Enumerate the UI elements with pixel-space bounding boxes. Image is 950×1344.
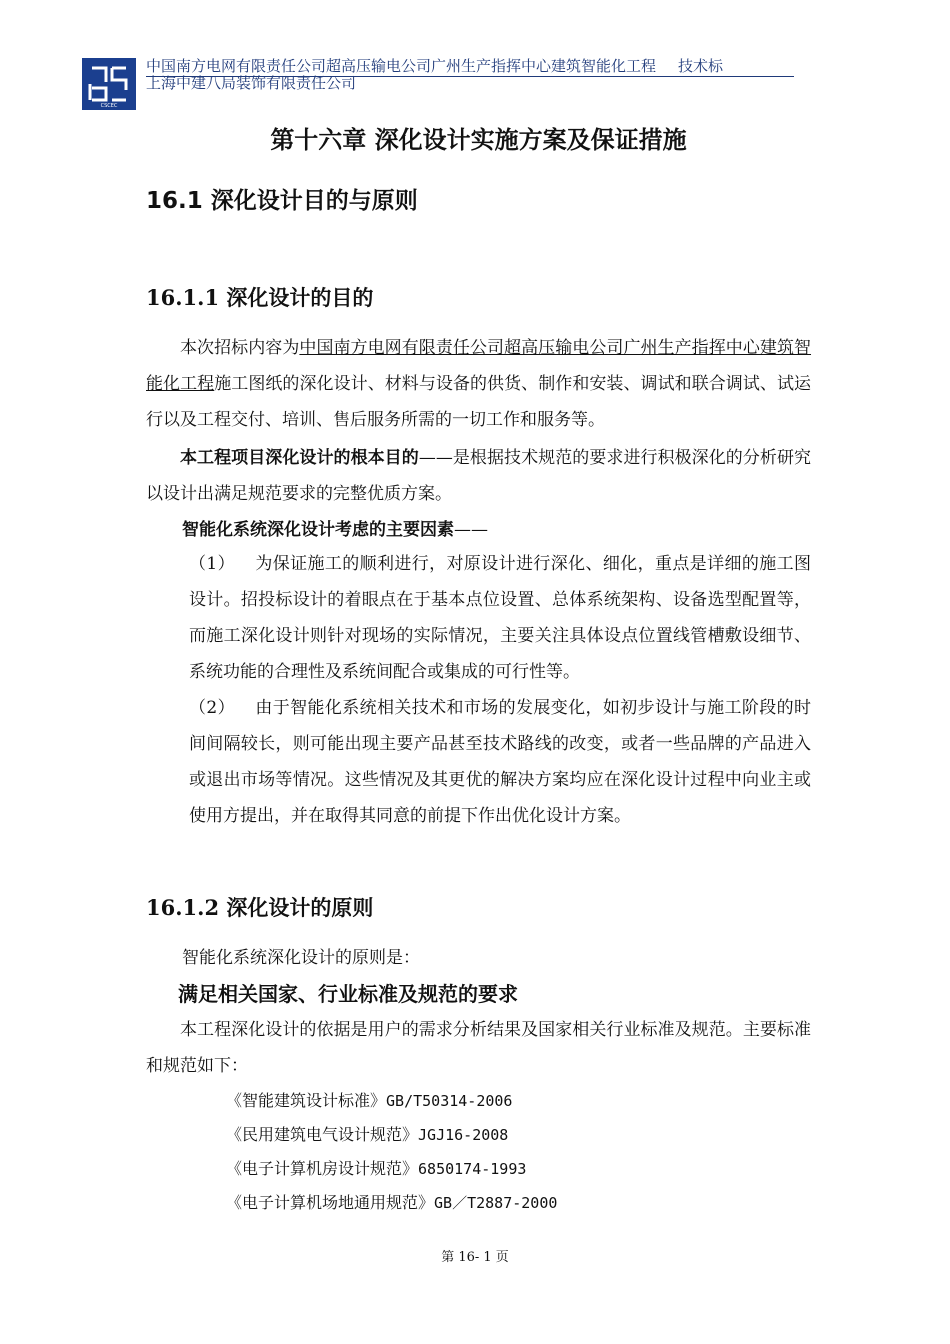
factor-item-1 (189, 546, 811, 690)
standard-2-name: 《民用建筑电气设计规范》 (226, 1125, 419, 1144)
purpose-rest: ——是根据技术规范的要求进行积极深化的分析研究以设计出满足规范要求的完整优质方案。 (146, 448, 812, 504)
paragraph-scope (146, 330, 811, 438)
standard-4-code: GB／T2887-2000 (434, 1194, 558, 1212)
header-project: 中国南方电网有限责任公司超高压输电公司广州生产指挥中心建筑智能化工程 (146, 57, 657, 75)
factors-dash: —— (454, 520, 488, 540)
factors-heading (146, 512, 847, 548)
standard-2-code: JGJ16-2008 (418, 1126, 509, 1144)
section-16-1-1-heading: 16.1.1 深化设计的目的 (146, 285, 374, 310)
factor-1-number: （1） (189, 554, 235, 574)
header-contractor: 上海中建八局装饰有限责任公司 (146, 74, 357, 92)
standard-1-name: 《智能建筑设计标准》 (226, 1091, 387, 1110)
section-16-1-heading: 16.1 深化设计目的与原则 (146, 188, 418, 214)
page-header (82, 56, 794, 108)
standard-1-code: GB/T50314-2006 (386, 1092, 513, 1110)
standard-item-4 (226, 1186, 557, 1220)
principle-heading: 满足相关国家、行业标准及规范的要求 (178, 982, 518, 1006)
purpose-bold: 本工程项目深化设计的根本目的 (180, 448, 419, 468)
scope-lead: 本次招标内容为 (180, 338, 300, 358)
header-divider (146, 76, 794, 77)
paragraph-purpose (146, 440, 811, 512)
scope-project-name: 中国南方电网有限责任公司超高压输电公司广州生产指挥中心建筑智能化工程 (146, 338, 812, 394)
factor-item-2 (189, 690, 811, 834)
factor-1-text: 为保证施工的顺利进行，对原设计进行深化、细化，重点是详细的施工图设计。招投标设计的着眼点在于基本点位设置、总体系统架构、设备选型配置等，而施工深化设计则针对现场的实际情况，主要关注具体设点位置线管槽敷设细节、系统功能的合理性及系统间配合或集成的可行性等。 (189, 554, 811, 682)
paragraph-basis: 本工程深化设计的依据是用户的需求分析结果及国家相关行业标准及规范。主要标准和规范如下： (146, 1020, 811, 1076)
header-tag: 技术标 (678, 57, 724, 75)
factor-2-text: 由于智能化系统相关技术和市场的发展变化，如初步设计与施工阶段的时间间隔较长，则可能出现主要产品甚至技术路线的改变，或者一些品牌的产品进入或退出市场等情况。这些情况及其更优的解决方案均应在深化设计过程中向业主或使用方提出，并在取得其同意的前提下作出优化设计方案。 (189, 698, 811, 826)
standard-item-3 (226, 1152, 526, 1186)
company-logo (82, 58, 136, 110)
chapter-title: 第十六章 深化设计实施方案及保证措施 (270, 125, 687, 154)
svg-text:CSCEC: CSCEC (100, 103, 118, 109)
standard-item-2 (226, 1118, 508, 1152)
principles-intro: 智能化系统深化设计的原则是： (182, 948, 420, 968)
standard-item-1 (226, 1084, 512, 1118)
standard-4-name: 《电子计算机场地通用规范》 (226, 1193, 435, 1212)
standard-3-name: 《电子计算机房设计规范》 (226, 1159, 419, 1178)
factor-2-number: （2） (189, 698, 235, 718)
scope-rest: 施工图纸的深化设计、材料与设备的供货、制作和安装、调试和联合调试、试运行以及工程交付、培训、售后服务所需的一切工作和服务等。 (146, 374, 812, 430)
header-text (146, 58, 723, 92)
page-number: 第 16- 1 页 (441, 1250, 509, 1265)
standard-3-code: 6850174-1993 (418, 1160, 527, 1178)
factors-heading-text: 智能化系统深化设计考虑的主要因素 (182, 520, 454, 540)
section-16-1-2-heading: 16.1.2 深化设计的原则 (146, 895, 374, 920)
